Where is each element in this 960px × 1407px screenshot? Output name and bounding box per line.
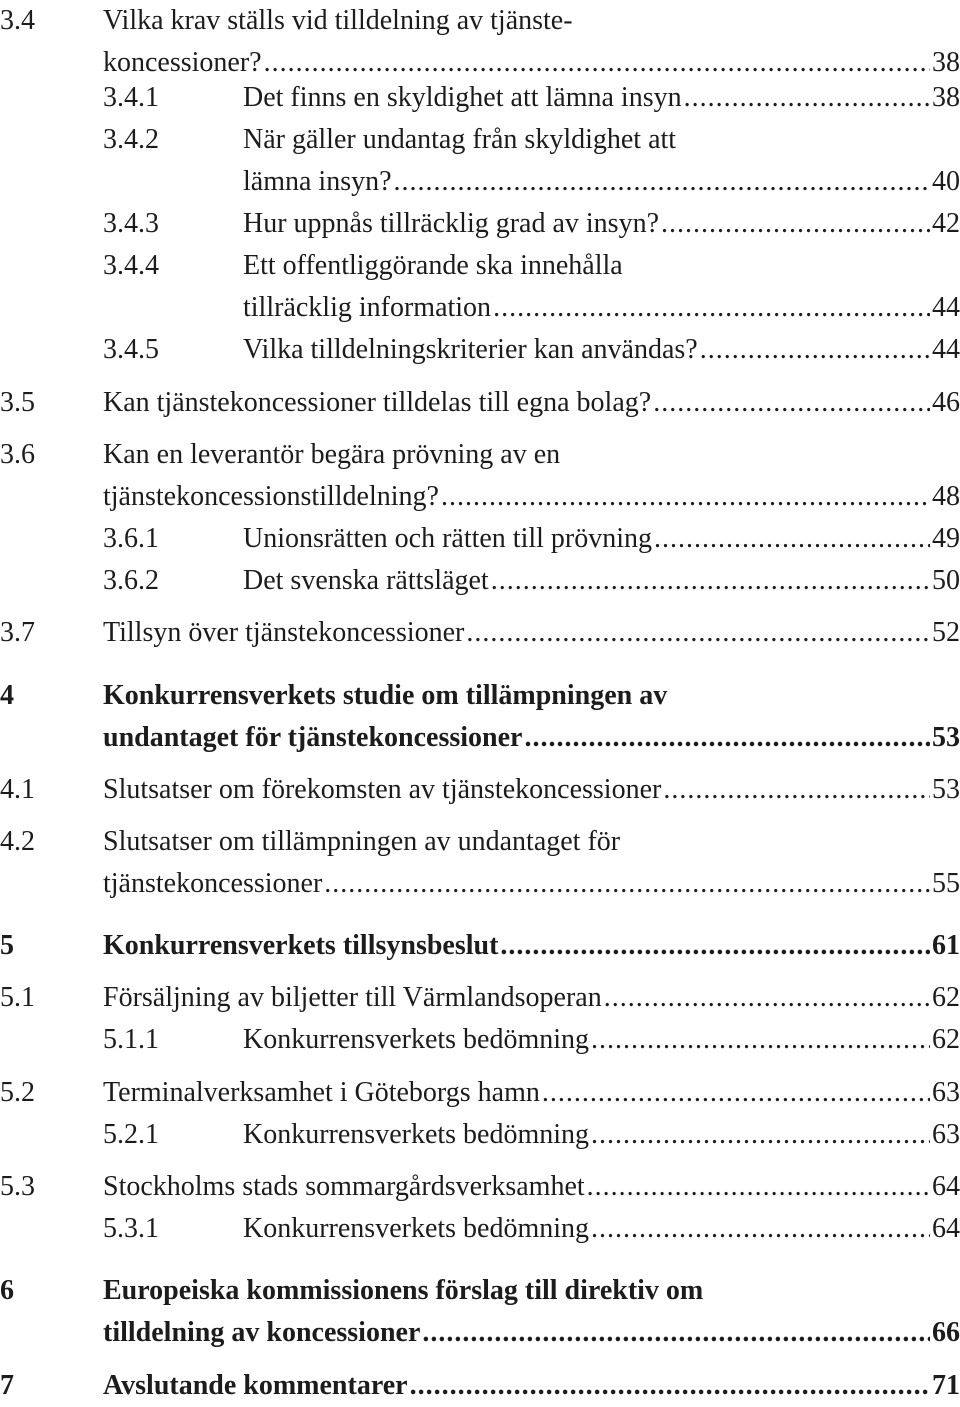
entry-title-line: Hur uppnås tillräcklig grad av insyn? xyxy=(243,208,660,239)
page-number: 71 xyxy=(932,1370,960,1401)
dot-leader xyxy=(422,1312,930,1354)
entry-title-line: När gäller undantag från skyldighet att xyxy=(243,124,677,155)
page-number: 46 xyxy=(932,387,960,418)
page-number: 48 xyxy=(932,481,960,512)
entry-title-line: Kan tjänstekoncessioner tilldelas till egna bolag? xyxy=(103,387,652,418)
page-number: 53 xyxy=(932,722,960,753)
entry-title-line: Terminalverksamhet i Göteborgs hamn xyxy=(103,1077,540,1108)
section-number: 5.1.1 xyxy=(103,1024,159,1055)
entry-title-line: tilldelning av koncessioner xyxy=(103,1317,421,1348)
section-number: 3.4.4 xyxy=(103,250,159,281)
dot-leader xyxy=(394,161,930,203)
entry-title-line: Kan en leverantör begära prövning av en xyxy=(103,439,561,470)
page-number: 53 xyxy=(932,774,960,805)
dot-leader xyxy=(604,977,930,1019)
dot-leader xyxy=(591,1019,930,1061)
section-number: 3.6 xyxy=(0,439,35,470)
section-number: 3.5 xyxy=(0,387,35,418)
section-number: 3.7 xyxy=(0,617,35,648)
section-number: 4.1 xyxy=(0,774,35,805)
entry-title-line: tjänstekoncessionstilldelning? xyxy=(103,481,439,512)
dot-leader xyxy=(663,769,930,811)
entry-title-line: Stockholms stads sommargårdsverksamhet xyxy=(103,1171,585,1202)
dot-leader xyxy=(466,612,930,654)
section-number: 3.4.1 xyxy=(103,82,159,113)
entry-title-line: Europeiska kommissionens förslag till direktiv om xyxy=(103,1275,704,1306)
section-number: 5.3.1 xyxy=(103,1213,159,1244)
entry-title-line: Vilka krav ställs vid tilldelning av tjänste- xyxy=(103,5,573,36)
entry-title-line: Det finns en skyldighet att lämna insyn xyxy=(243,82,682,113)
entry-title-line: Konkurrensverkets bedömning xyxy=(243,1119,590,1150)
entry-title-line: Slutsatser om tillämpningen av undantaget för xyxy=(103,826,621,857)
entry-title-line: Det svenska rättsläget xyxy=(243,565,489,596)
section-number: 5.1 xyxy=(0,982,35,1013)
entry-title-line: Ett offentliggörande ska innehålla xyxy=(243,250,623,281)
page-number: 38 xyxy=(932,47,960,78)
section-number: 6 xyxy=(0,1275,14,1306)
dot-leader xyxy=(542,1072,930,1114)
entry-title-line: lämna insyn? xyxy=(243,166,392,197)
entry-title-line: Konkurrensverkets studie om tillämpningen av xyxy=(103,680,668,711)
entry-title-line: Tillsyn över tjänstekoncessioner xyxy=(103,617,465,648)
page-number: 64 xyxy=(932,1213,960,1244)
dot-leader xyxy=(410,1365,930,1407)
page-number: 52 xyxy=(932,617,960,648)
section-number: 3.4.5 xyxy=(103,334,159,365)
dot-leader xyxy=(324,863,930,905)
entry-title-line: Slutsatser om förekomsten av tjänstekoncessioner xyxy=(103,774,662,805)
entry-title-line: Försäljning av biljetter till Värmlandsoperan xyxy=(103,982,602,1013)
dot-leader xyxy=(493,287,930,329)
dot-leader xyxy=(591,1114,930,1156)
dot-leader xyxy=(441,476,930,518)
section-number: 3.4 xyxy=(0,5,35,36)
entry-title-line: Avslutande kommentarer xyxy=(103,1370,408,1401)
entry-title-line: Unionsrätten och rätten till prövning xyxy=(243,523,653,554)
dot-leader xyxy=(587,1166,930,1208)
entry-title-line: Vilka tilldelningskriterier kan användas? xyxy=(243,334,698,365)
page-number: 63 xyxy=(932,1119,960,1150)
dot-leader xyxy=(654,518,930,560)
entry-title-line: Konkurrensverkets bedömning xyxy=(243,1024,590,1055)
section-number: 3.6.2 xyxy=(103,565,159,596)
page-number: 62 xyxy=(932,1024,960,1055)
page-number: 49 xyxy=(932,523,960,554)
page-number: 55 xyxy=(932,868,960,899)
page-number: 64 xyxy=(932,1171,960,1202)
section-number: 4 xyxy=(0,680,14,711)
page-number: 38 xyxy=(932,82,960,113)
entry-title-line: Konkurrensverkets tillsynsbeslut xyxy=(103,930,499,961)
section-number: 5.2 xyxy=(0,1077,35,1108)
section-number: 5.2.1 xyxy=(103,1119,159,1150)
page-number: 62 xyxy=(932,982,960,1013)
page-number: 66 xyxy=(932,1317,960,1348)
section-number: 4.2 xyxy=(0,826,35,857)
dot-leader xyxy=(524,717,930,759)
section-number: 5.3 xyxy=(0,1171,35,1202)
dot-leader xyxy=(684,77,930,119)
entry-title-line: koncessioner? xyxy=(103,47,262,78)
dot-leader xyxy=(591,1208,930,1250)
page-number: 50 xyxy=(932,565,960,596)
dot-leader xyxy=(700,329,930,371)
dot-leader xyxy=(491,560,930,602)
page-number: 44 xyxy=(932,292,960,323)
section-number: 3.4.3 xyxy=(103,208,159,239)
page-number: 63 xyxy=(932,1077,960,1108)
dot-leader xyxy=(500,925,930,967)
page-number: 42 xyxy=(932,208,960,239)
page-number: 40 xyxy=(932,166,960,197)
entry-title-line: tjänstekoncessioner xyxy=(103,868,323,899)
dot-leader xyxy=(653,382,930,424)
section-number: 7 xyxy=(0,1370,14,1401)
entry-title-line: tillräcklig information xyxy=(243,292,492,323)
entry-title-line: Konkurrensverkets bedömning xyxy=(243,1213,590,1244)
page-number: 61 xyxy=(932,930,960,961)
page-number: 44 xyxy=(932,334,960,365)
section-number: 5 xyxy=(0,930,14,961)
dot-leader xyxy=(661,203,930,245)
entry-title-line: undantaget för tjänstekoncessioner xyxy=(103,722,523,753)
section-number: 3.4.2 xyxy=(103,124,159,155)
section-number: 3.6.1 xyxy=(103,523,159,554)
